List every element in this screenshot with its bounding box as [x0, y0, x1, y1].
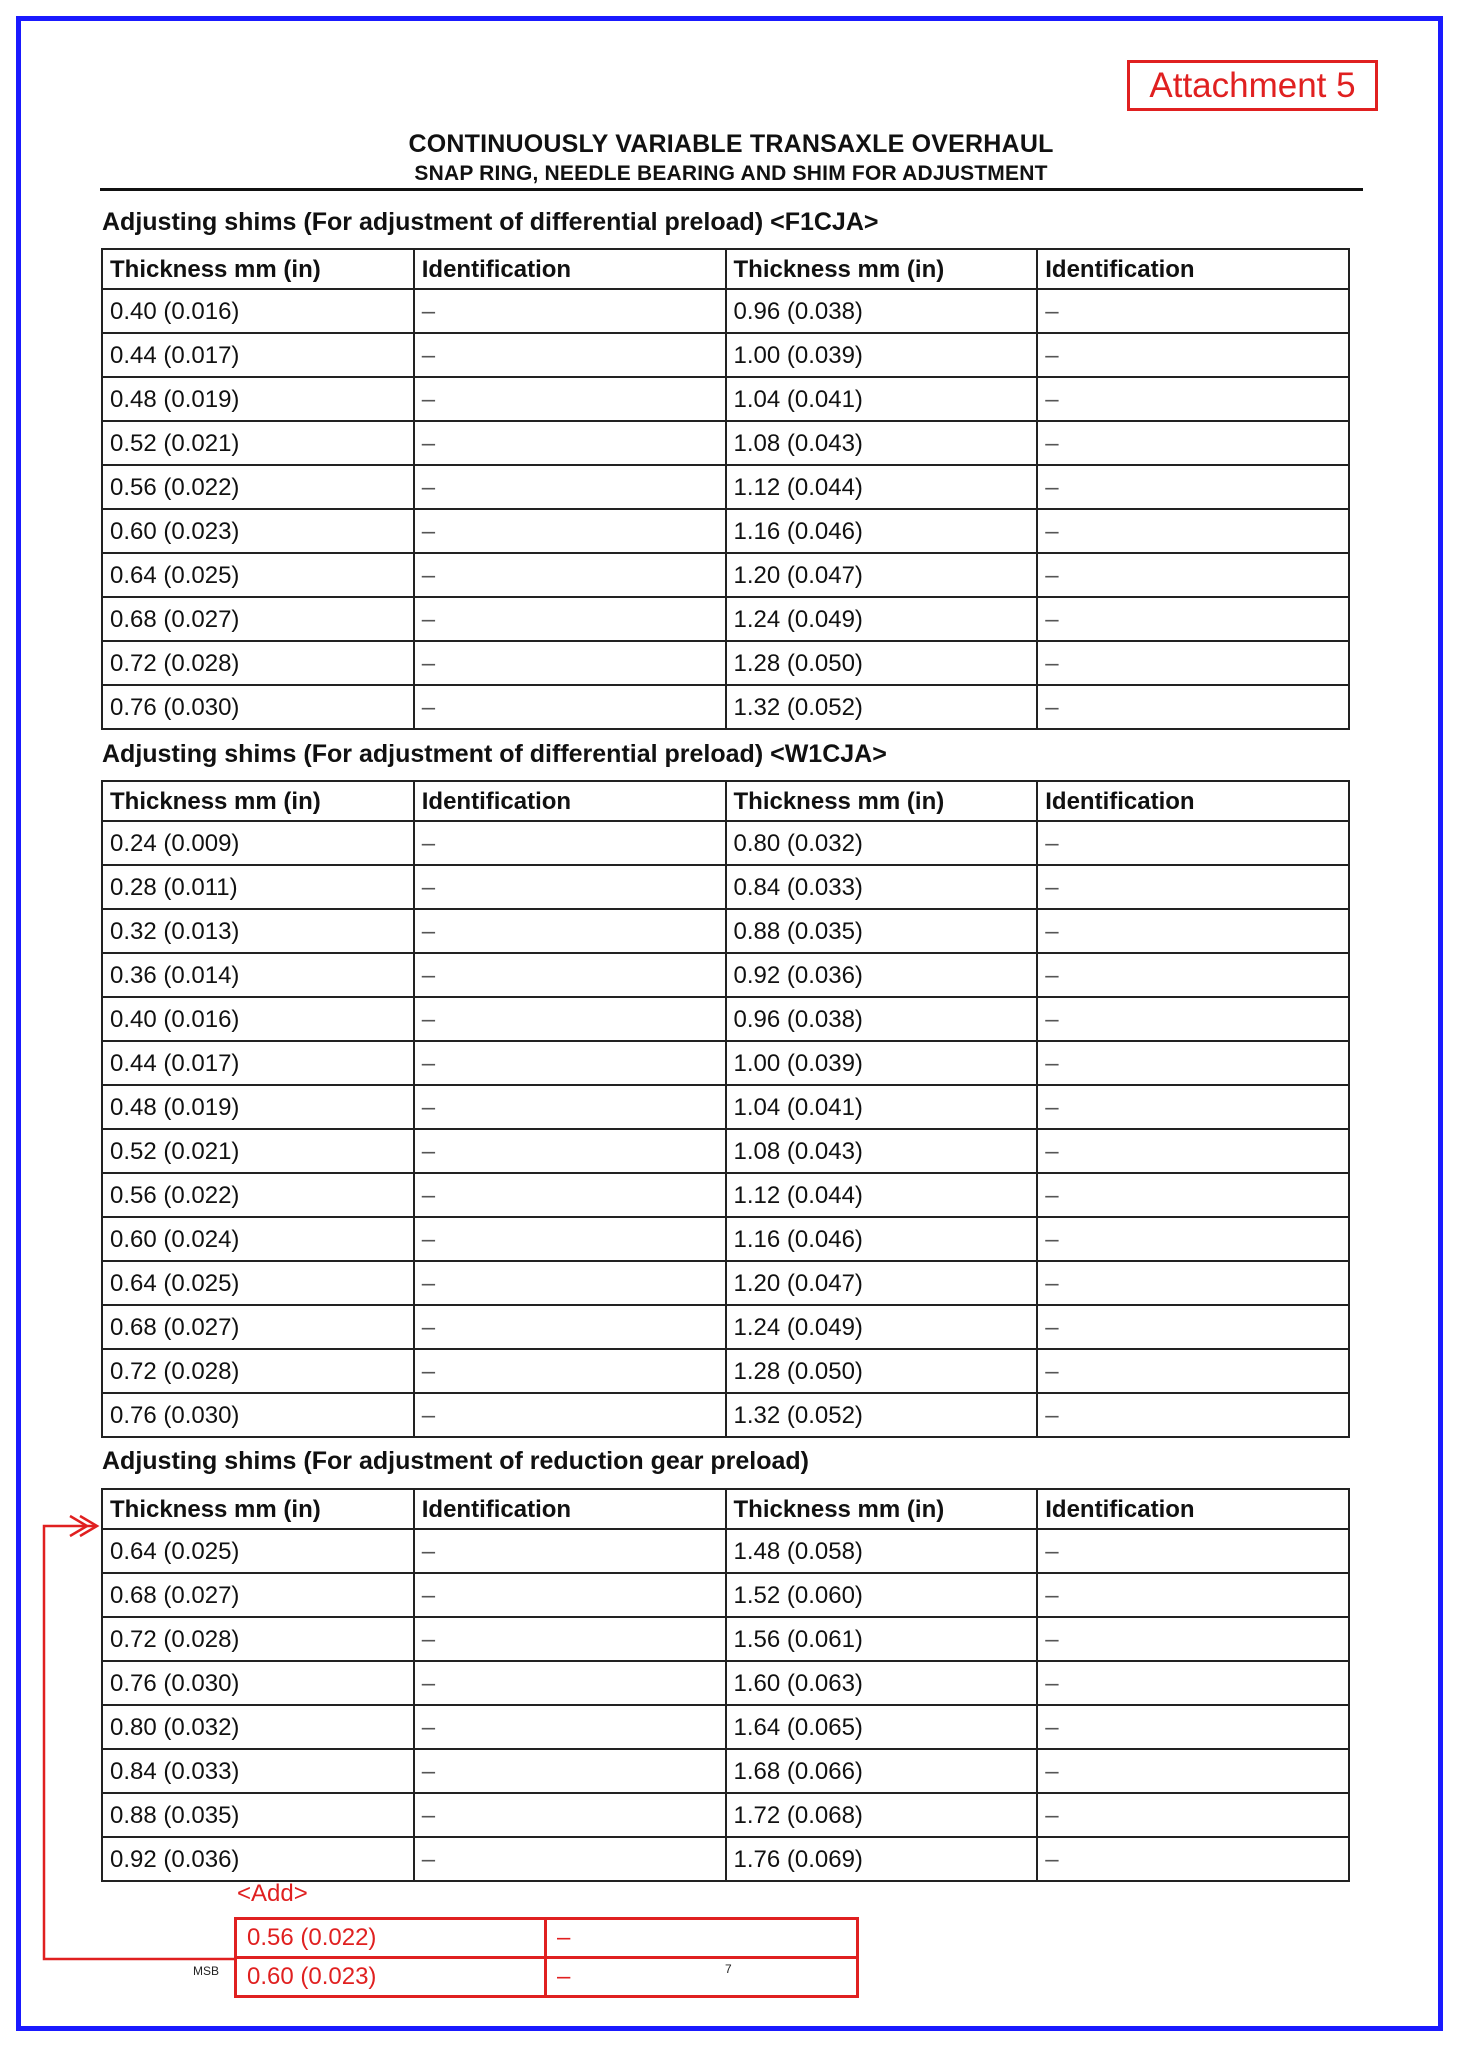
thickness-cell: 0.72 (0.028) [102, 1617, 414, 1661]
identification-cell: – [1037, 553, 1349, 597]
identification-cell: – [414, 1261, 726, 1305]
identification-cell: – [1037, 333, 1349, 377]
identification-cell: – [1037, 289, 1349, 333]
identification-cell: – [1037, 865, 1349, 909]
identification-cell: – [1037, 1573, 1349, 1617]
identification-cell: – [1037, 597, 1349, 641]
thickness-cell: 1.08 (0.043) [726, 1129, 1038, 1173]
thickness-cell: 1.56 (0.061) [726, 1617, 1038, 1661]
thickness-cell: 0.56 (0.022) [102, 1173, 414, 1217]
attachment-label: Attachment 5 [1127, 60, 1378, 111]
identification-cell: – [1037, 1041, 1349, 1085]
column-header: Identification [1037, 249, 1349, 289]
identification-cell: – [414, 1305, 726, 1349]
identification-cell: – [1037, 821, 1349, 865]
identification-cell: – [1037, 1305, 1349, 1349]
identification-cell: – [1037, 1129, 1349, 1173]
thickness-cell: 1.72 (0.068) [726, 1793, 1038, 1837]
added-shim-row [236, 1919, 858, 1958]
thickness-cell: 0.80 (0.032) [102, 1705, 414, 1749]
column-header: Thickness mm (in) [102, 249, 414, 289]
identification-cell: – [414, 553, 726, 597]
column-header: Identification [414, 781, 726, 821]
identification-cell: – [1037, 509, 1349, 553]
thickness-cell: 0.64 (0.025) [102, 1529, 414, 1573]
thickness-cell: 0.56 (0.022) [102, 465, 414, 509]
column-header: Identification [1037, 1489, 1349, 1529]
table-2-heading: Adjusting shims (For adjustment of differential preload) <W1CJA> [102, 740, 887, 768]
document-title: CONTINUOUSLY VARIABLE TRANSAXLE OVERHAUL [408, 130, 1054, 158]
identification-cell: – [1037, 1529, 1349, 1573]
identification-cell: – [414, 1085, 726, 1129]
thickness-cell: 0.44 (0.017) [102, 333, 414, 377]
thickness-cell: 0.80 (0.032) [726, 821, 1038, 865]
identification-cell: – [1037, 1085, 1349, 1129]
thickness-cell: 0.84 (0.033) [726, 865, 1038, 909]
identification-cell: – [1037, 1349, 1349, 1393]
thickness-cell: 0.60 (0.024) [102, 1217, 414, 1261]
thickness-cell: 1.04 (0.041) [726, 377, 1038, 421]
identification-cell: – [414, 1349, 726, 1393]
thickness-cell: 0.60 (0.023) [236, 1958, 546, 1997]
identification-cell: – [414, 1749, 726, 1793]
thickness-cell: 0.36 (0.014) [102, 953, 414, 997]
column-header: Thickness mm (in) [726, 781, 1038, 821]
thickness-cell: 1.24 (0.049) [726, 1305, 1038, 1349]
identification-cell: – [414, 1041, 726, 1085]
thickness-cell: 0.32 (0.013) [102, 909, 414, 953]
add-label: <Add> [237, 1880, 308, 1907]
thickness-cell: 0.52 (0.021) [102, 421, 414, 465]
identification-cell: – [1037, 1393, 1349, 1437]
column-header: Identification [414, 1489, 726, 1529]
thickness-cell: 0.88 (0.035) [726, 909, 1038, 953]
thickness-cell: 0.88 (0.035) [102, 1793, 414, 1837]
identification-cell: – [414, 641, 726, 685]
identification-cell: – [1037, 1261, 1349, 1305]
thickness-cell: 1.76 (0.069) [726, 1837, 1038, 1881]
identification-cell: – [414, 1529, 726, 1573]
thickness-cell: 1.28 (0.050) [726, 1349, 1038, 1393]
identification-cell: – [414, 1573, 726, 1617]
thickness-cell: 1.32 (0.052) [726, 685, 1038, 729]
identification-cell: – [414, 1393, 726, 1437]
added-shim-row [236, 1958, 858, 1997]
identification-cell: – [414, 1217, 726, 1261]
identification-cell: – [1037, 1749, 1349, 1793]
document-subtitle: SNAP RING, NEEDLE BEARING AND SHIM FOR ADJUSTMENT [414, 162, 1048, 185]
thickness-cell: 0.72 (0.028) [102, 641, 414, 685]
identification-cell: – [414, 597, 726, 641]
identification-cell: – [414, 421, 726, 465]
identification-cell: – [1037, 953, 1349, 997]
thickness-cell: 0.60 (0.023) [102, 509, 414, 553]
identification-cell: – [414, 333, 726, 377]
thickness-cell: 1.20 (0.047) [726, 553, 1038, 597]
identification-cell: – [1037, 1173, 1349, 1217]
thickness-cell: 0.68 (0.027) [102, 1305, 414, 1349]
thickness-cell: 1.00 (0.039) [726, 1041, 1038, 1085]
thickness-cell: 1.16 (0.046) [726, 1217, 1038, 1261]
thickness-cell: 0.72 (0.028) [102, 1349, 414, 1393]
connector-line [44, 1526, 234, 1959]
identification-cell: – [1037, 1793, 1349, 1837]
thickness-cell: 1.08 (0.043) [726, 421, 1038, 465]
identification-cell: – [414, 1129, 726, 1173]
identification-cell: – [1037, 1705, 1349, 1749]
identification-cell: – [1037, 421, 1349, 465]
thickness-cell: 0.48 (0.019) [102, 377, 414, 421]
identification-cell: – [1037, 1217, 1349, 1261]
thickness-cell: 0.92 (0.036) [102, 1837, 414, 1881]
footer-doc-code: MSB [193, 1964, 220, 1978]
identification-cell: – [414, 909, 726, 953]
added-shims-table [234, 1917, 859, 1998]
identification-cell: – [414, 997, 726, 1041]
identification-cell: – [414, 1837, 726, 1881]
thickness-cell: 0.64 (0.025) [102, 1261, 414, 1305]
thickness-cell: 1.32 (0.052) [726, 1393, 1038, 1437]
identification-cell: – [546, 1919, 858, 1958]
thickness-cell: 0.76 (0.030) [102, 1393, 414, 1437]
identification-cell: – [1037, 377, 1349, 421]
table-3-heading: Adjusting shims (For adjustment of reduction gear preload) [102, 1447, 809, 1475]
identification-cell: – [414, 1617, 726, 1661]
identification-cell: – [414, 1793, 726, 1837]
thickness-cell: 1.20 (0.047) [726, 1261, 1038, 1305]
column-header: Identification [414, 249, 726, 289]
table-1-heading: Adjusting shims (For adjustment of differential preload) <F1CJA> [102, 208, 879, 236]
identification-cell: – [1037, 1661, 1349, 1705]
thickness-cell: 0.84 (0.033) [102, 1749, 414, 1793]
column-header: Identification [1037, 781, 1349, 821]
thickness-cell: 1.00 (0.039) [726, 333, 1038, 377]
thickness-cell: 0.28 (0.011) [102, 865, 414, 909]
column-header: Thickness mm (in) [102, 781, 414, 821]
thickness-cell: 0.24 (0.009) [102, 821, 414, 865]
thickness-cell: 0.96 (0.038) [726, 997, 1038, 1041]
footer-page-number: 7 [725, 1962, 732, 1976]
thickness-cell: 1.64 (0.065) [726, 1705, 1038, 1749]
identification-cell: – [1037, 909, 1349, 953]
identification-cell: – [1037, 641, 1349, 685]
identification-cell: – [414, 1173, 726, 1217]
thickness-cell: 1.52 (0.060) [726, 1573, 1038, 1617]
thickness-cell: 0.76 (0.030) [102, 1661, 414, 1705]
column-header: Thickness mm (in) [726, 1489, 1038, 1529]
thickness-cell: 0.40 (0.016) [102, 289, 414, 333]
identification-cell: – [414, 953, 726, 997]
thickness-cell: 0.76 (0.030) [102, 685, 414, 729]
thickness-cell: 0.44 (0.017) [102, 1041, 414, 1085]
thickness-cell: 1.28 (0.050) [726, 641, 1038, 685]
identification-cell: – [1037, 685, 1349, 729]
thickness-cell: 1.12 (0.044) [726, 1173, 1038, 1217]
thickness-cell: 0.64 (0.025) [102, 553, 414, 597]
identification-cell: – [414, 685, 726, 729]
thickness-cell: 1.12 (0.044) [726, 465, 1038, 509]
thickness-cell: 0.96 (0.038) [726, 289, 1038, 333]
thickness-cell: 1.60 (0.063) [726, 1661, 1038, 1705]
identification-cell: – [414, 1705, 726, 1749]
thickness-cell: 0.92 (0.036) [726, 953, 1038, 997]
thickness-cell: 1.16 (0.046) [726, 509, 1038, 553]
identification-cell: – [414, 509, 726, 553]
identification-cell: – [414, 865, 726, 909]
thickness-cell: 0.68 (0.027) [102, 597, 414, 641]
thickness-cell: 1.04 (0.041) [726, 1085, 1038, 1129]
identification-cell: – [546, 1958, 858, 1997]
column-header: Thickness mm (in) [102, 1489, 414, 1529]
column-header: Thickness mm (in) [726, 249, 1038, 289]
thickness-cell: 0.48 (0.019) [102, 1085, 414, 1129]
thickness-cell: 0.56 (0.022) [236, 1919, 546, 1958]
identification-cell: – [1037, 1617, 1349, 1661]
thickness-cell: 0.40 (0.016) [102, 997, 414, 1041]
identification-cell: – [414, 465, 726, 509]
identification-cell: – [414, 821, 726, 865]
identification-cell: – [414, 289, 726, 333]
identification-cell: – [1037, 465, 1349, 509]
thickness-cell: 0.52 (0.021) [102, 1129, 414, 1173]
identification-cell: – [414, 1661, 726, 1705]
identification-cell: – [1037, 1837, 1349, 1881]
identification-cell: – [414, 377, 726, 421]
thickness-cell: 1.24 (0.049) [726, 597, 1038, 641]
thickness-cell: 1.68 (0.066) [726, 1749, 1038, 1793]
thickness-cell: 0.68 (0.027) [102, 1573, 414, 1617]
identification-cell: – [1037, 997, 1349, 1041]
thickness-cell: 1.48 (0.058) [726, 1529, 1038, 1573]
